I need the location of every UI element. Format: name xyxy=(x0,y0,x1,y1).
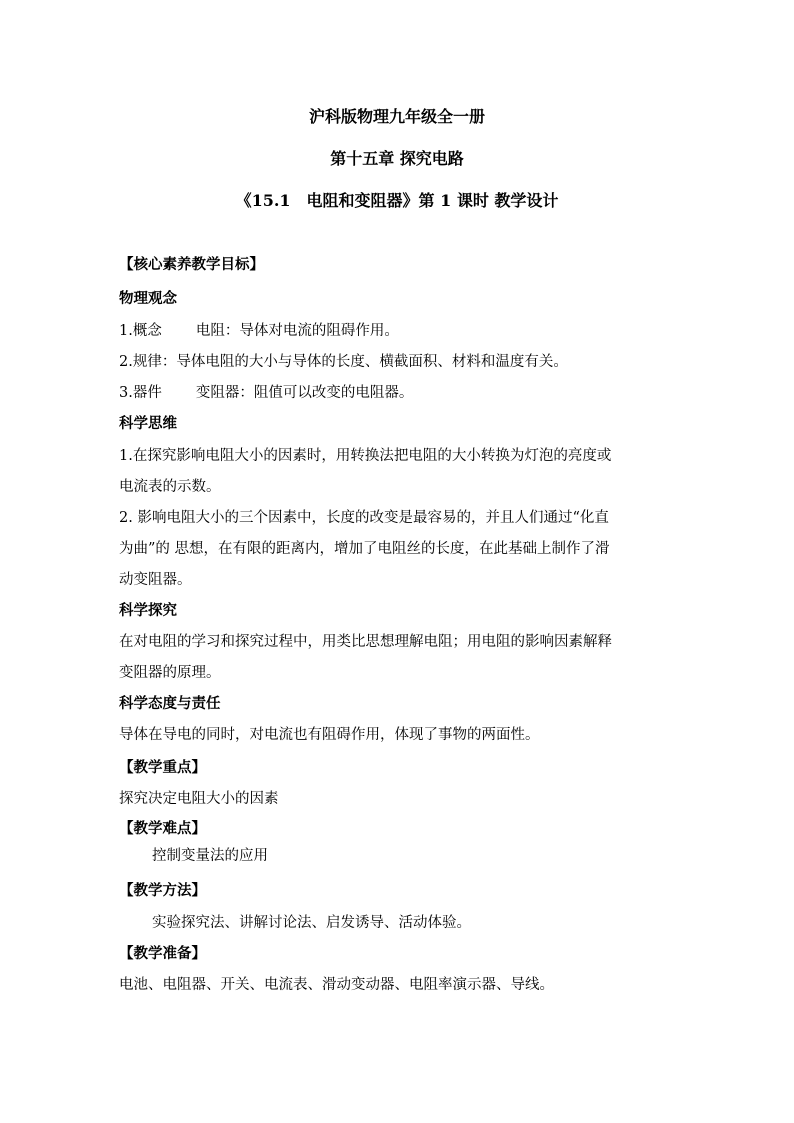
difficulties-heading: 【教学难点】 xyxy=(119,820,206,837)
thinking-p2-line2: 为曲”的 思想，在有限的距离内，增加了电阻丝的长度，在此基础上制作了滑 xyxy=(119,541,610,557)
attitude-line1: 导体在导电的同时，对电流也有阻碍作用，体现了事物的两面性。 xyxy=(119,727,540,743)
item-text: 变阻器：阻值可以改变的电阻器。 xyxy=(195,385,414,401)
attitude-heading: 科学态度与责任 xyxy=(119,695,221,712)
scientific-thinking-heading: 科学思维 xyxy=(119,415,177,432)
scientific-inquiry-heading: 科学探究 xyxy=(119,602,177,619)
item-label: 1.概念 xyxy=(119,323,162,339)
preparation-heading: 【教学准备】 xyxy=(119,945,206,962)
preparation-text: 电池、电阻器、开关、电流表、滑动变动器、电阻率演示器、导线。 xyxy=(119,977,554,993)
key-points-text: 探究决定电阻大小的因素 xyxy=(119,791,279,807)
thinking-p1-line2: 电流表的示数。 xyxy=(119,479,221,495)
physics-concept-item-2: 2.规律：导体电阻的大小与导体的长度、横截面积、材料和温度有关。 xyxy=(119,354,568,370)
physics-concept-item-1 xyxy=(119,320,679,342)
methods-heading: 【教学方法】 xyxy=(119,882,206,899)
physics-concept-item-3 xyxy=(119,382,679,404)
inquiry-line2: 变阻器的原理。 xyxy=(119,665,221,681)
thinking-p2-line1: 2. 影响电阻大小的三个因素中，长度的改变是最容易的，并且人们通过“化直 xyxy=(119,510,609,526)
thinking-p1-line1: 1.在探究影响电阻大小的因素时，用转换法把电阻的大小转换为灯泡的亮度或 xyxy=(119,448,612,464)
item-text: 电阻：导体对电流的阻碍作用。 xyxy=(195,323,399,339)
methods-text: 实验探究法、讲解讨论法、启发诱导、活动体验。 xyxy=(152,915,471,931)
thinking-p2-line3: 动变阻器。 xyxy=(119,572,192,588)
core-goals-heading: 【核心素养教学目标】 xyxy=(119,256,264,273)
chapter-title: 第十五章 探究电路 xyxy=(330,149,464,168)
key-points-heading: 【教学重点】 xyxy=(119,759,206,776)
difficulties-text: 控制变量法的应用 xyxy=(152,848,268,864)
book-title: 沪科版物理九年级全一册 xyxy=(308,107,485,126)
inquiry-line1: 在对电阻的学习和探究过程中，用类比思想理解电阻；用电阻的影响因素解释 xyxy=(119,634,612,650)
lesson-title: 《15.1 电阻和变阻器》第 1 课时 教学设计 xyxy=(235,191,559,210)
physics-concepts-heading: 物理观念 xyxy=(119,290,177,307)
item-label: 3.器件 xyxy=(119,385,162,401)
